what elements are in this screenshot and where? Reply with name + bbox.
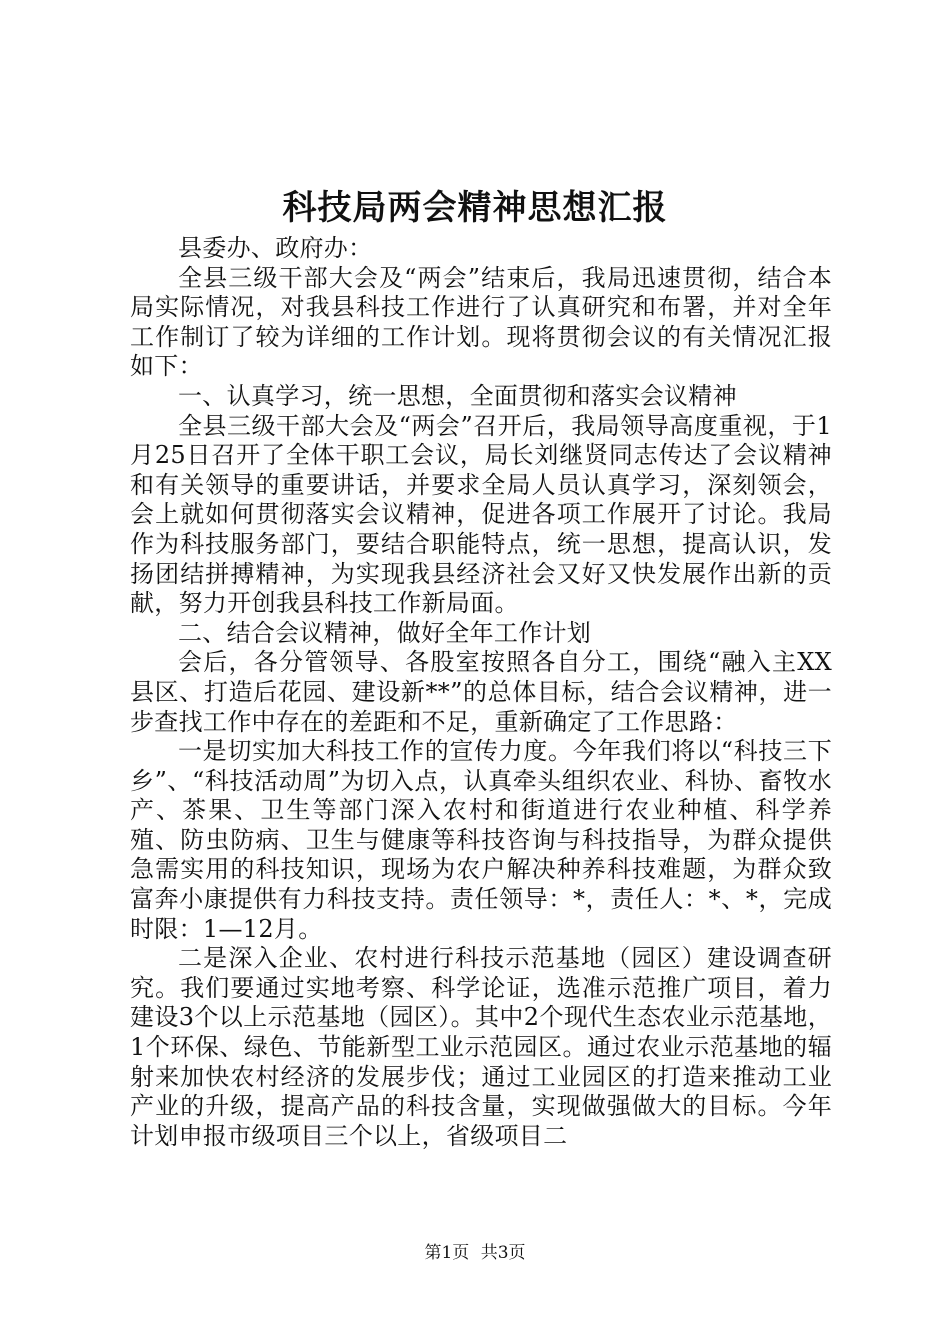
paragraph-item-2: 二是深入企业、农村进行科技示范基地（园区）建设调查研究。我们要通过实地考察、科学论证，选准示范推广项目，着力建设3个以上示范基地（园区）。其中2个现代生态农业示范基地，1个环保、绿色、节能新型工业示范园区。通过农业示范基地的辐射来加快农村经济的发展步伐；通过工业园区的打造来推动工业产业的升级，提高产品的科技含量，实现做强做大的目标。今年计划申报市级项目三个以上，省级项目二 (130, 944, 832, 1150)
paragraph-section-2: 会后，各分管领导、各股室按照各自分工，围绕“融入主XX县区、打造后花园、建设新**”的总体目标，结合会议精神，进一步查找工作中存在的差距和不足，重新确定了工作思路： (130, 648, 832, 736)
paragraph-item-1: 一是切实加大科技工作的宣传力度。今年我们将以“科技三下乡”、“科技活动周”为切入点，认真牵头组织农业、科协、畜牧水产、茶果、卫生等部门深入农村和街道进行农业种植、科学养殖、防虫防病、卫生与健康等科技咨询与科技指导，为群众提供急需实用的科技知识，现场为农户解决种养科技难题，为群众致富奔小康提供有力科技支持。责任领导：*，责任人：*、*，完成时限：1—12月。 (130, 737, 832, 943)
page-total: 共3页 (480, 1243, 526, 1263)
page-footer (0, 1242, 950, 1264)
paragraph-section-1: 全县三级干部大会及“两会”召开后，我局领导高度重视，于1月25日召开了全体干职工会议，局长刘继贤同志传达了会议精神和有关领导的重要讲话，并要求全局人员认真学习，深刻领会，会上就如何贯彻落实会议精神，促进各项工作展开了讨论。我局作为科技服务部门，要结合职能特点，统一思想，提高认识，发扬团结拼搏精神，为实现我县经济社会又好又快发展作出新的贡献，努力开创我县科技工作新局面。 (130, 411, 832, 618)
document-title: 科技局两会精神思想汇报 (282, 188, 668, 228)
salutation: 县委办、政府办： (178, 234, 373, 262)
page-number: 第1页 (424, 1243, 470, 1263)
document-body (130, 234, 832, 1151)
section-heading-2: 二、结合会议精神，做好全年工作计划 (178, 618, 592, 647)
section-heading-1: 一、认真学习，统一思想，全面贯彻和落实会议精神 (178, 381, 737, 410)
paragraph-intro: 全县三级干部大会及“两会”结束后，我局迅速贯彻，结合本局实际情况，对我县科技工作进行了认真研究和布署，并对全年工作制订了较为详细的工作计划。现将贯彻会议的有关情况汇报如下： (130, 263, 832, 381)
